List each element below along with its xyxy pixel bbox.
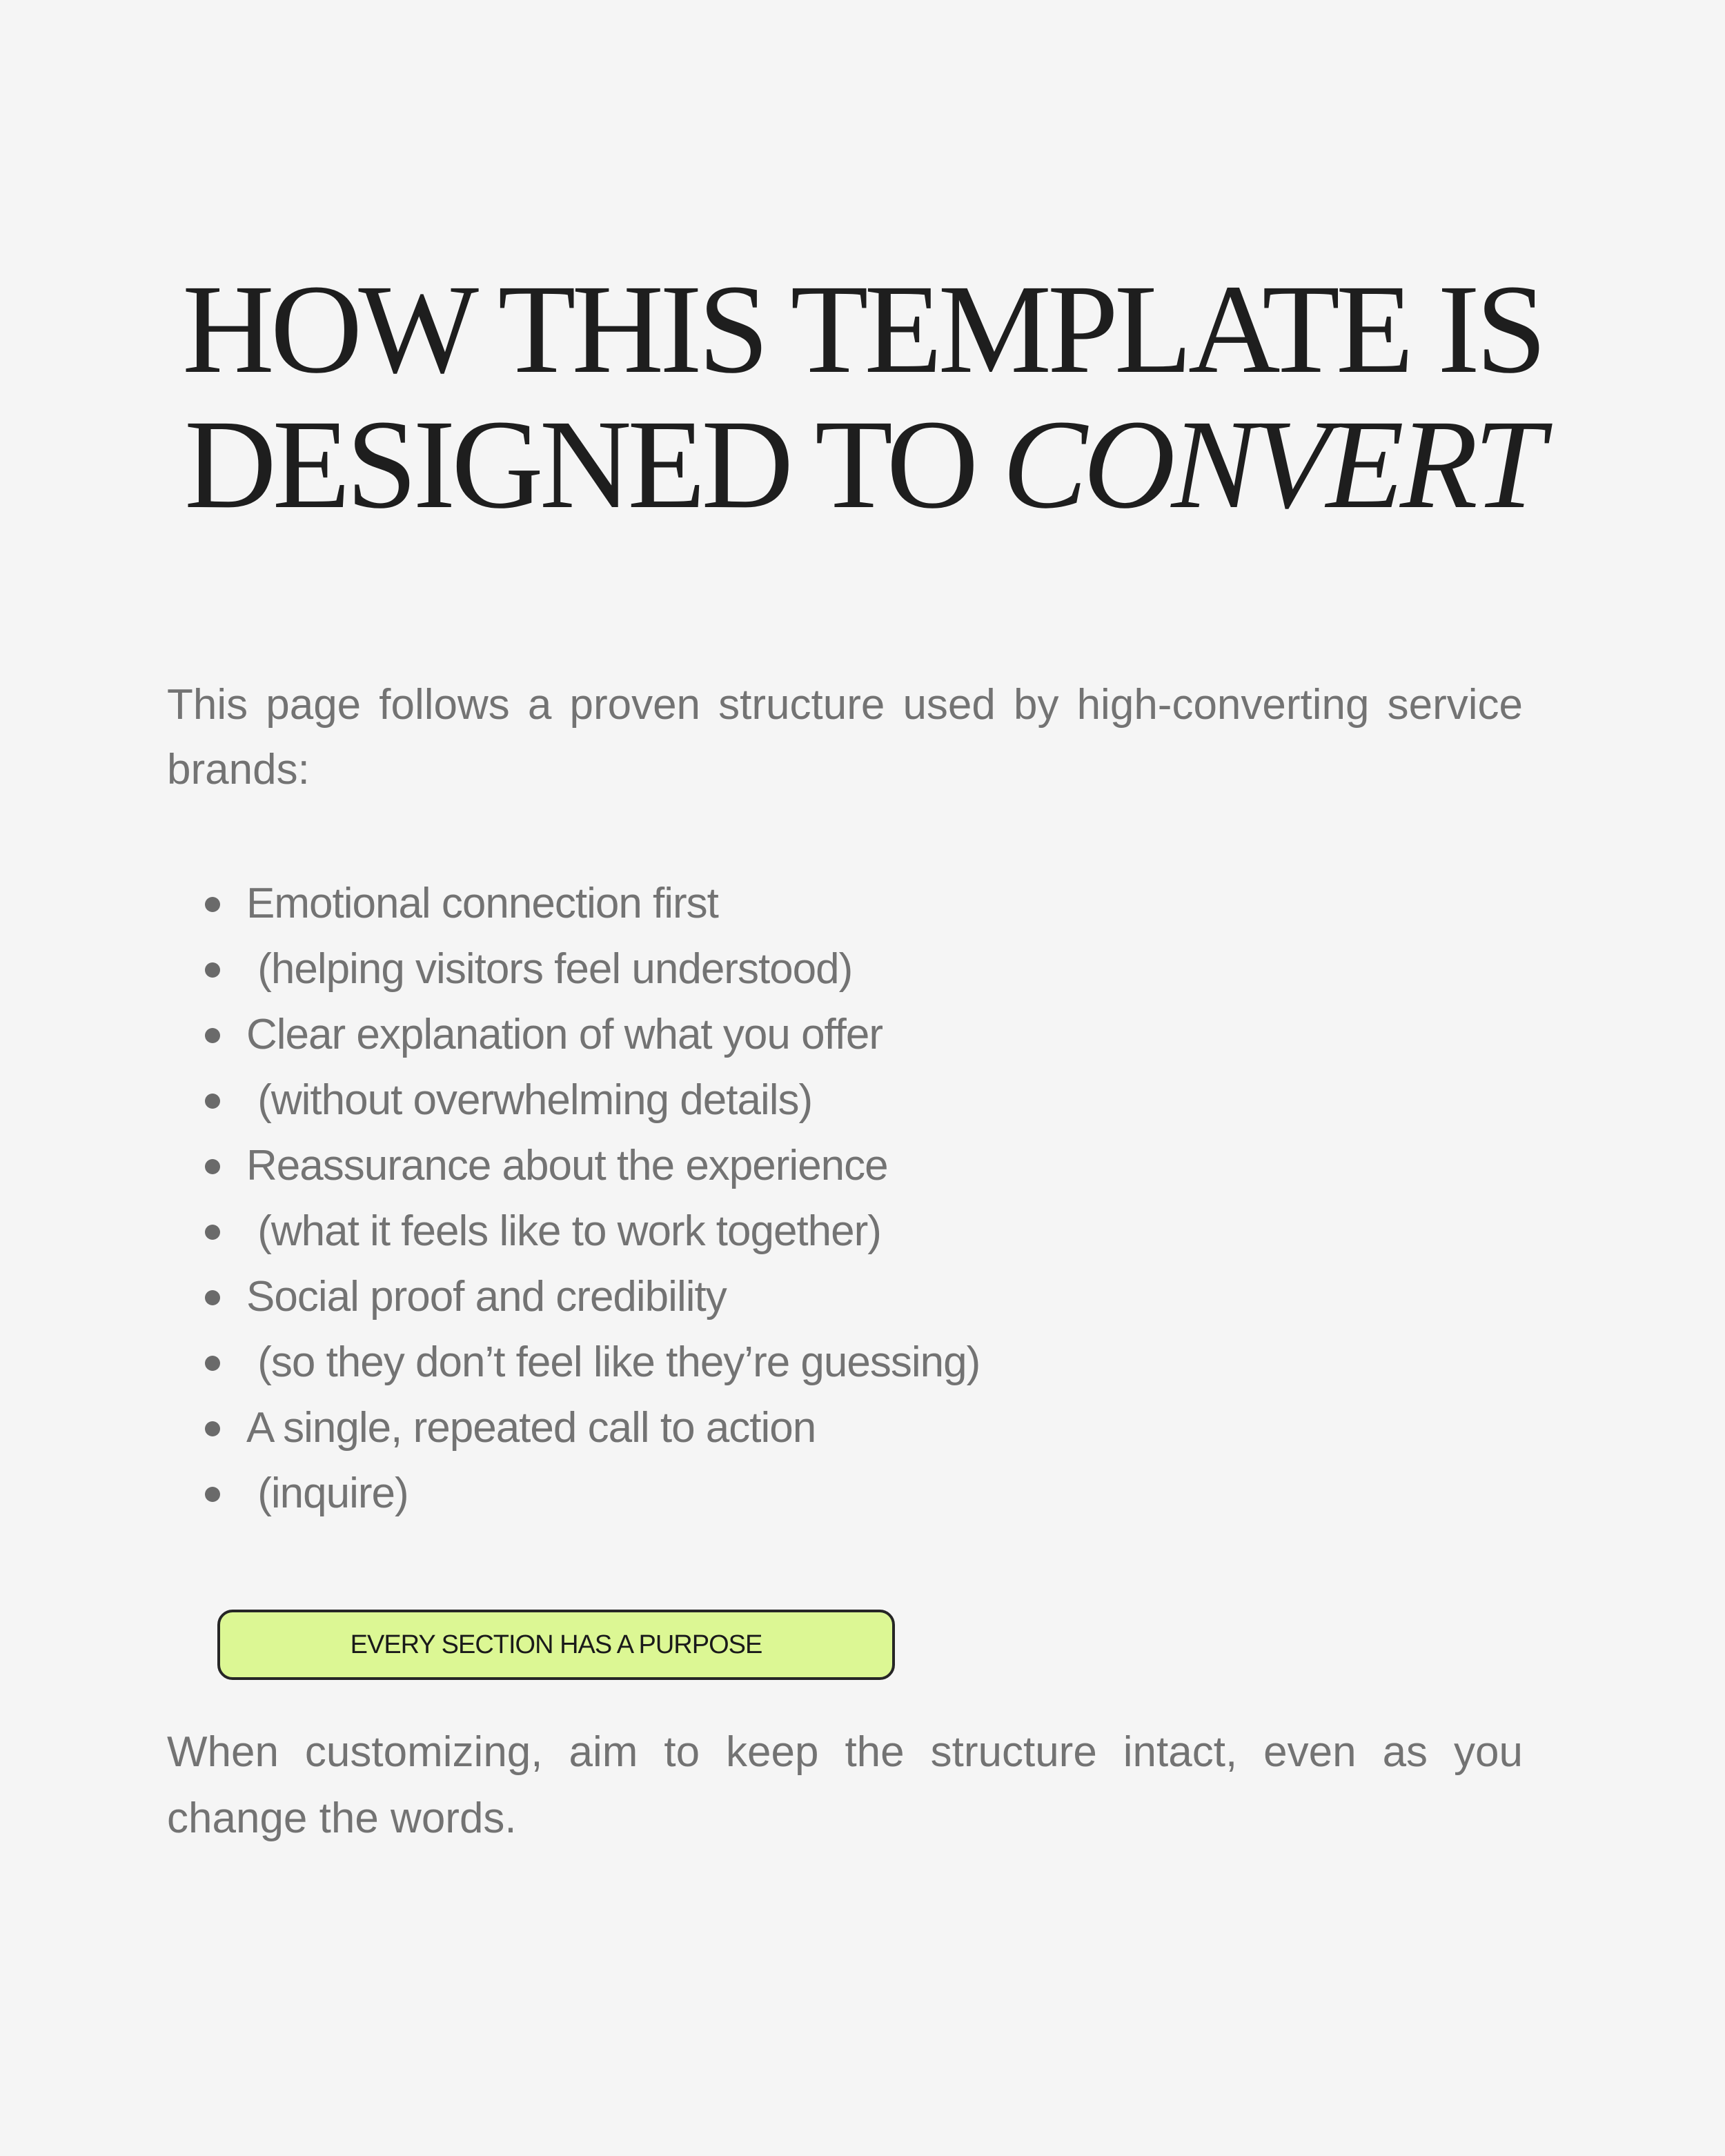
bullet-dot-icon [205,1356,220,1371]
purpose-pill-badge [217,1610,895,1680]
list-item-text: Reassurance about the experience [246,1142,888,1189]
list-item-text: A single, repeated call to action [246,1404,816,1452]
title-line-1: HOW THIS TEMPLATE IS [182,259,1543,400]
title-line-2 [0,394,1725,535]
list-item [167,871,1340,936]
list-item [167,1198,1340,1264]
intro-paragraph: This page follows a proven structure used by high-converting service brands: [167,681,1523,793]
list-item-text: Social proof and credibility [246,1273,727,1321]
list-item [167,1395,1340,1461]
title-line-2-plain: DESIGNED TO [184,394,1003,535]
outro-paragraph: When customizing, aim to keep the structure intact, even as you change the words. [167,1728,1523,1842]
bullet-dot-icon [205,1094,220,1109]
bullet-dot-icon [205,1225,220,1240]
list-item-text: (so they don’t feel like they’re guessing) [246,1338,980,1386]
list-item [167,1133,1340,1198]
list-item-text: (without overwhelming details) [246,1076,813,1124]
list-item-text: (inquire) [246,1470,408,1517]
list-item [167,936,1340,1002]
bullet-dot-icon [205,1028,220,1043]
list-item [167,1002,1340,1067]
bullet-dot-icon [205,962,220,978]
list-item-text: Emotional connection first [246,880,718,927]
structure-list [167,871,1340,1526]
page-title [0,259,1725,535]
bullet-dot-icon [205,1159,220,1174]
list-item [167,1067,1340,1133]
list-item [167,1461,1340,1526]
purpose-pill-label: EVERY SECTION HAS A PURPOSE [350,1630,762,1659]
list-item-text: (helping visitors feel understood) [246,945,853,993]
bullet-dot-icon [205,1487,220,1502]
list-item [167,1264,1340,1329]
bullet-dot-icon [205,1421,220,1436]
list-item-text: (what it feels like to work together) [246,1207,881,1255]
bullet-dot-icon [205,1290,220,1305]
bullet-dot-icon [205,897,220,912]
list-item [167,1329,1340,1395]
title-emphasis: CONVERT [1002,394,1541,535]
list-item-text: Clear explanation of what you offer [246,1011,883,1058]
